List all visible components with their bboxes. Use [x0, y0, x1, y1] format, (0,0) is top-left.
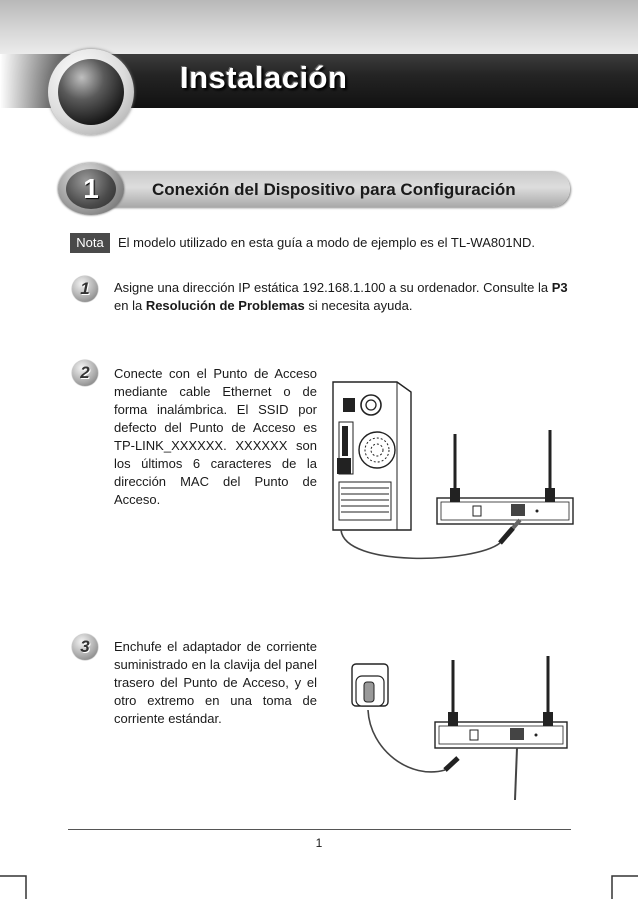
step-1-text-before: Asigne una dirección IP estática 192.168.1.100 a su ordenador. Consulte la	[114, 280, 552, 295]
step-2-text: Conecte con el Punto de Acceso mediante cable Ethernet o de forma inalámbrica. El SSID por defecto del Punto de Acceso es TP-LINK_XXXXXX. XXXXXX son los últimos 6 caracteres de la dirección MAC del Punto de Acceso.	[114, 366, 317, 507]
page-number: 1	[315, 836, 323, 850]
power-adapter-illustration	[340, 650, 575, 802]
step-1-text-mid: en la	[114, 298, 146, 313]
access-point-rear-icon	[435, 656, 567, 748]
header-orb-inner	[58, 59, 124, 125]
pc-to-ap-ethernet-illustration	[325, 378, 575, 570]
step-1-badge: 1	[72, 276, 98, 302]
page-title: Instalación	[180, 60, 348, 95]
power-adapter-icon	[352, 664, 388, 706]
section-number: 1	[66, 169, 116, 209]
crop-mark-right-icon	[608, 872, 638, 899]
step-1-bold-p3: P3	[551, 280, 568, 295]
step-2-badge: 2	[72, 360, 98, 386]
section-title: Conexión del Dispositivo para Configuración	[152, 180, 516, 199]
step-1-text-after: si necesita ayuda.	[304, 298, 413, 313]
step-1-bold-troubleshooting: Resolución de Problemas	[145, 298, 305, 313]
access-point-icon	[437, 430, 573, 524]
note-badge: Nota	[70, 233, 110, 253]
pc-tower-icon	[333, 382, 411, 530]
step-1-text	[114, 279, 570, 315]
crop-mark-left-icon	[0, 872, 30, 899]
step-3-text: Enchufe el adaptador de corriente suministrado en la clavija del panel trasero del Punto de Acceso, y el otro extremo en una toma de corriente estándar.	[114, 639, 317, 726]
step-3-badge: 3	[72, 634, 98, 660]
note-text: El modelo utilizado en esta guía a modo de ejemplo es el TL-WA801ND.	[118, 235, 535, 250]
footer-divider	[68, 829, 571, 830]
